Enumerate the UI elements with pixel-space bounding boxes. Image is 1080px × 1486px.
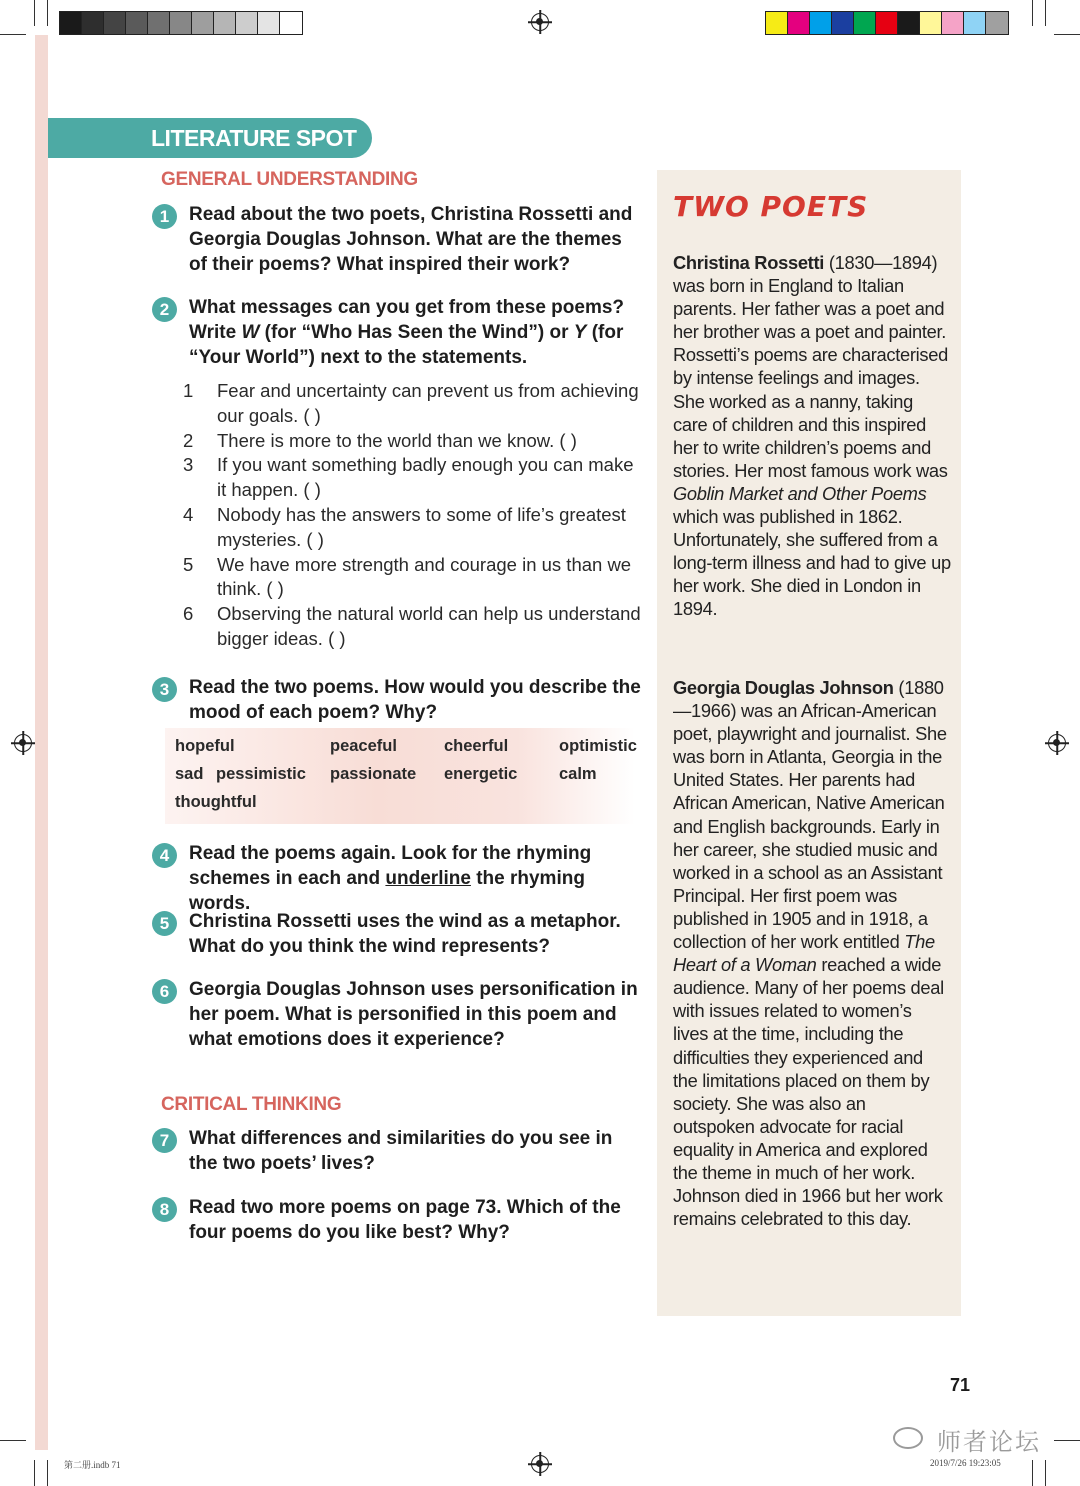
- crop-mark: [1054, 1440, 1080, 1441]
- registration-mark: [14, 734, 32, 752]
- statement-text: Nobody has the answers to some of life’s greatest mysteries. ( ): [217, 503, 626, 550]
- crop-mark: [1054, 34, 1080, 35]
- color-swatch: [788, 12, 810, 34]
- color-swatch: [986, 12, 1008, 34]
- statement-item: [183, 503, 643, 553]
- color-calibration-bar: [765, 11, 1009, 35]
- color-swatch: [810, 12, 832, 34]
- statement-number: 6: [183, 603, 194, 625]
- gray-color-bar: [59, 11, 303, 35]
- color-swatch: [854, 12, 876, 34]
- page-edge-strip: [35, 35, 48, 1450]
- crop-mark: [1045, 0, 1046, 26]
- question-text: Christina Rossetti uses the wind as a metaphor. What do you think the wind represents?: [189, 911, 621, 957]
- question-3: [152, 675, 642, 725]
- statement-number: 5: [183, 553, 194, 575]
- question-1: [152, 202, 642, 277]
- footer-timestamp: 2019/7/26 19:23:05: [930, 1458, 1001, 1468]
- question-number-badge: 2: [152, 297, 177, 322]
- section-heading-critical-thinking: CRITICAL THINKING: [161, 1094, 342, 1115]
- question-7: [152, 1126, 642, 1176]
- statement-list: [183, 379, 643, 652]
- gray-swatch: [60, 12, 82, 34]
- crop-mark: [34, 1460, 35, 1486]
- crop-mark: [1032, 0, 1033, 26]
- question-6: [152, 977, 642, 1052]
- registration-mark: [1048, 734, 1066, 752]
- wechat-icon: [893, 1427, 923, 1449]
- question-number-badge: 6: [152, 979, 177, 1004]
- statement-number: 4: [183, 503, 194, 525]
- color-swatch: [766, 12, 788, 34]
- gray-swatch: [104, 12, 126, 34]
- question-number-badge: 8: [152, 1197, 177, 1222]
- gray-swatch: [236, 12, 258, 34]
- registration-mark: [531, 13, 549, 31]
- statement-item: [183, 553, 643, 603]
- statement-item: [183, 602, 643, 652]
- question-number-badge: 7: [152, 1128, 177, 1153]
- question-number-badge: 1: [152, 204, 177, 229]
- question-text: Georgia Douglas Johnson uses personification in her poem. What is personified in this poem and what emotions does it experience?: [189, 979, 638, 1050]
- statement-text: There is more to the world than we know. ( ): [217, 429, 577, 451]
- crop-mark: [1045, 1460, 1046, 1486]
- panel-title: TWO POETS: [673, 190, 869, 223]
- statement-number: 1: [183, 380, 194, 401]
- registration-mark: [531, 1455, 549, 1473]
- question-text: Read about the two poets, Christina Rossetti and Georgia Douglas Johnson. What are the themes of their poems? What inspired their work?: [189, 204, 633, 275]
- question-number-badge: 4: [152, 843, 177, 868]
- literature-spot-banner: LITERATURE SPOT: [48, 118, 372, 158]
- statement-item: [183, 429, 643, 454]
- question-5: [152, 909, 642, 959]
- color-swatch: [942, 12, 964, 34]
- question-4: [152, 841, 642, 916]
- statement-number: 3: [183, 454, 194, 476]
- mood-word: pessimistic: [216, 765, 306, 783]
- gray-swatch: [126, 12, 148, 34]
- question-text: What differences and similarities do you see in the two poets’ lives?: [189, 1128, 613, 1174]
- gray-swatch: [170, 12, 192, 34]
- crop-mark: [1032, 1460, 1033, 1486]
- bio-christina-rossetti: Christina Rossetti (1830—1894) was born in England to Italian parents. Her father was a poet and her brother was a poet and painter. Rossetti’s poems are characterised by intense feelings and images. She worked as a nanny, taking care of children and this inspired her to write children’s poems and stories. Her most famous work was Goblin Market and Other Poems which was published in 1862. Unfortunately, she suffered from a long-term illness and had to give up her work. She died in London in 1894.: [673, 252, 951, 620]
- question-text: Read two more poems on page 73. Which of the four poems do you like best? Why?: [189, 1197, 621, 1243]
- question-number-badge: 3: [152, 677, 177, 702]
- mood-word: peaceful: [330, 737, 397, 755]
- color-swatch: [898, 12, 920, 34]
- mood-word: sad: [175, 765, 204, 783]
- question-2: [152, 295, 642, 370]
- crop-mark: [47, 1460, 48, 1486]
- mood-word: hopeful: [175, 737, 235, 755]
- gray-swatch: [192, 12, 214, 34]
- gray-swatch: [280, 12, 302, 34]
- mood-word: energetic: [444, 765, 518, 783]
- statement-number: 2: [183, 429, 194, 451]
- color-swatch: [876, 12, 898, 34]
- crop-mark: [47, 0, 48, 26]
- mood-word: passionate: [330, 765, 417, 783]
- page-number: 71: [950, 1375, 971, 1395]
- statement-text: We have more strength and courage in us than we think. ( ): [217, 553, 632, 600]
- gray-swatch: [258, 12, 280, 34]
- section-heading-general-understanding: GENERAL UNDERSTANDING: [161, 169, 418, 190]
- statement-text: Observing the natural world can help us understand bigger ideas. ( ): [217, 603, 641, 649]
- statement-item: [183, 453, 643, 503]
- statement-text: Fear and uncertainty can prevent us from achieving our goals. ( ): [217, 380, 639, 426]
- color-swatch: [920, 12, 942, 34]
- mood-word: thoughtful: [175, 793, 257, 811]
- statement-item: [183, 379, 643, 429]
- mood-word: cheerful: [444, 737, 509, 755]
- gray-swatch: [214, 12, 236, 34]
- question-text: Read the two poems. How would you describe the mood of each poem? Why?: [189, 677, 641, 723]
- crop-mark: [0, 1440, 26, 1441]
- gray-swatch: [82, 12, 104, 34]
- mood-word: calm: [559, 765, 597, 783]
- mood-word: optimistic: [559, 737, 637, 755]
- statement-text: If you want something badly enough you can make it happen. ( ): [217, 454, 634, 501]
- bio-georgia-douglas-johnson: Georgia Douglas Johnson (1880—1966) was an African-American poet, playwright and journalist. She was born in Atlanta, Georgia in the United States. Her parents had African American, Native American and English backgrounds. Early in her career, she studied music and worked in a school as an Assistant Principal. Her first poem was published in 1905 and in 1918, a collection of her work entitled The Heart of a Woman reached a wide audience. Many of her poems deal with issues related to women’s lives at the time, including the difficulties they experienced and the limitations placed on them by society. She was also an outspoken advocate for racial equality in America and explored the theme in much of her work. Johnson died in 1966 but her work remains celebrated to this day.: [673, 677, 947, 1230]
- question-8: [152, 1195, 642, 1245]
- crop-mark: [34, 0, 35, 26]
- footer-file-info: 第二册.indb 71: [64, 1460, 121, 1470]
- question-text: What messages can you get from these poems? Write W (for “Who Has Seen the Wind”) or Y (for “Your World”) next to the statements.: [189, 297, 625, 368]
- watermark-text: 师者论坛: [937, 1429, 1041, 1456]
- question-number-badge: 5: [152, 911, 177, 936]
- color-swatch: [832, 12, 854, 34]
- gray-swatch: [148, 12, 170, 34]
- question-text: Read the poems again. Look for the rhyming schemes in each and underline the rhyming words.: [189, 843, 592, 914]
- crop-mark: [0, 34, 26, 35]
- color-swatch: [964, 12, 986, 34]
